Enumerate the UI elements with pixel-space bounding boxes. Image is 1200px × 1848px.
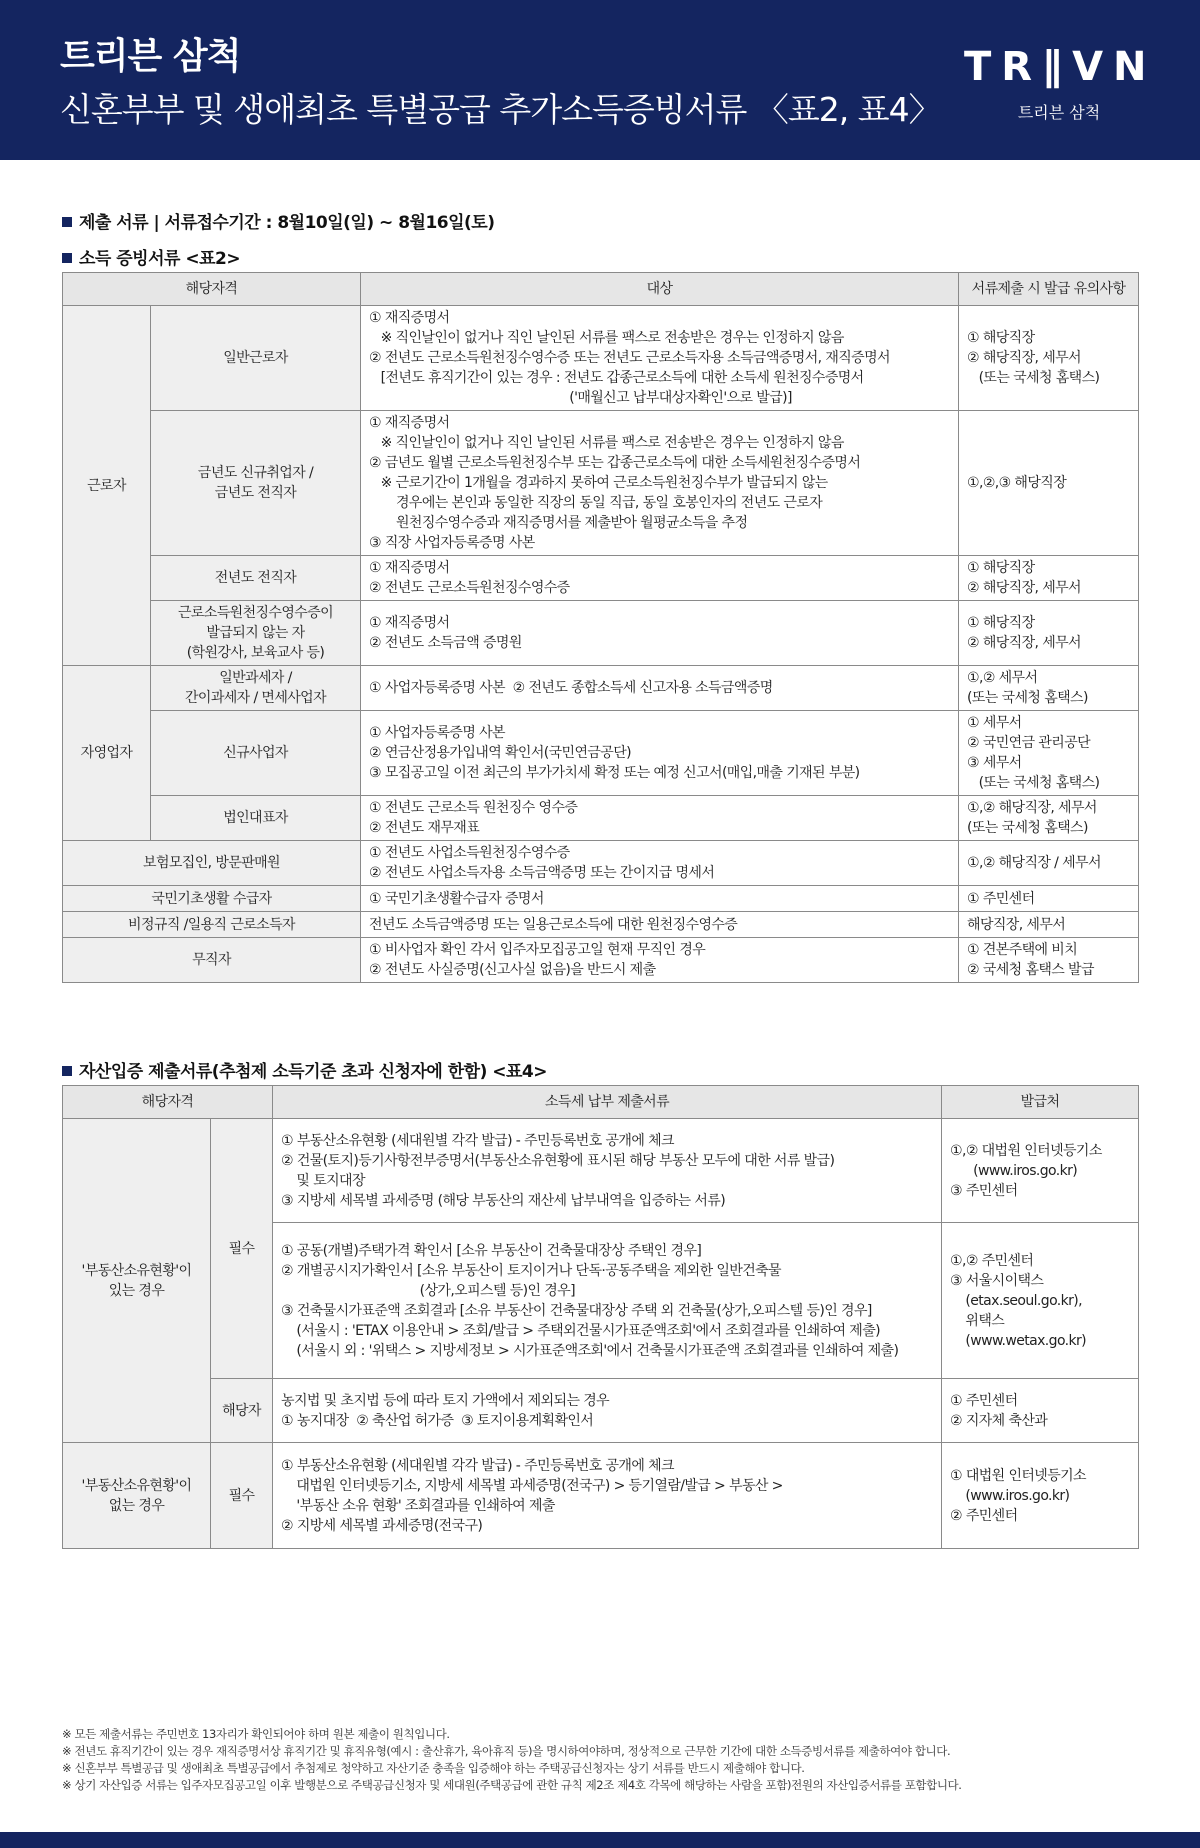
square-bullet-icon [62, 217, 72, 227]
group-with-property [63, 1119, 211, 1443]
cell-line: (또는 국세청 홈택스) [967, 775, 1100, 791]
col-header-issuer: 발급처 [942, 1086, 1139, 1119]
cell-line: [전년도 휴직기간이 있는 경우 : 전년도 갑종근로소득에 대한 소득세 원천징수증명서 [369, 370, 864, 386]
section-income-docs [62, 244, 240, 269]
footnote: ※ 상기 자산입증 서류는 입주자모집공고일 이후 발행분으로 주택공급신청자 및 세대원(주택공급에 관한 규칙 제2조 제4호 각목에 해당하는 사람을 포함)전원의 자산입증서류를 포함합니다. [62, 1778, 962, 1792]
qualification-label [151, 711, 361, 796]
cell-line: ③ 모집공고일 이전 최근의 부가가치세 확정 또는 예정 신고서(매입,매출 기재된 부분) [369, 765, 860, 781]
table-row [63, 556, 1139, 601]
cell-line: ① 비사업자 확인 각서 입주자모집공고일 현재 무직인 경우 [369, 942, 706, 958]
footnote: ※ 모든 제출서류는 주민번호 13자리가 확인되어야 하며 원본 제출이 원칙입니다. [62, 1727, 450, 1741]
qualification-label [63, 841, 361, 886]
table-row [63, 912, 1139, 938]
cell-line: 국민기초생활 수급자 [151, 890, 272, 907]
qualification-label [151, 306, 361, 411]
cell-line: ①,② 해당직장 / 세무서 [967, 855, 1101, 871]
issuer [942, 1223, 1139, 1379]
cell-line: ('매월신고 납부대상자확인'으로 발급)] [369, 390, 792, 406]
qualification-label [151, 601, 361, 666]
cell-line: ② 전년도 근로소득원천징수영수증 또는 전년도 근로소득자용 소득금액증명서, 재직증명서 [369, 350, 890, 366]
cell-line: 필수 [228, 1240, 255, 1257]
cell-line: ※ 근로기간이 1개월을 경과하지 못하여 근로소득원천징수부가 발급되지 않는 [369, 475, 828, 491]
group-worker [63, 306, 151, 666]
cell-line: 근로소득원천징수영수증이 [177, 605, 334, 621]
col-header-target: 대상 [361, 273, 959, 306]
cell-line: '부동산소유현황'이 [81, 1477, 192, 1494]
requirement-label [211, 1119, 273, 1379]
cell-line: 근로자 [87, 477, 126, 494]
qualification-label [63, 886, 361, 912]
cell-line: ① 사업자등록증명 사본 [369, 725, 505, 741]
cell-line: 금년도 전직자 [214, 485, 297, 501]
cell-line: ② 해당직장, 세무서 [967, 350, 1081, 366]
cell-line: ③ 주민센터 [950, 1182, 1018, 1199]
table-row [63, 938, 1139, 983]
qualification-label [151, 556, 361, 601]
cell-line: ①,② 대법원 인터넷등기소 [950, 1142, 1102, 1159]
cell-line: ② 해당직장, 세무서 [967, 580, 1081, 596]
table-row [63, 711, 1139, 796]
cell-line: ② 전년도 소득금액 증명원 [369, 635, 522, 651]
header-banner [0, 0, 1200, 160]
cell-line: (etax.seoul.go.kr), [950, 1292, 1083, 1309]
table-row [63, 841, 1139, 886]
required-docs [273, 1119, 942, 1223]
page-title: 트리븐 삼척 [60, 36, 241, 77]
cell-line: (또는 국세청 홈택스) [967, 820, 1088, 836]
cell-line: 간이과세자 / 면세사업자 [184, 690, 327, 706]
target-docs [361, 841, 959, 886]
table-row [63, 796, 1139, 841]
cell-line: ① 주민센터 [967, 890, 1035, 907]
section-heading: 자산입증 제출서류(추첨제 소득기준 초과 신청자에 한함) <표4> [79, 1062, 547, 1082]
cell-line: (www.iros.go.kr) [950, 1487, 1070, 1504]
cell-line: ② 국민연금 관리공단 [967, 735, 1091, 751]
cell-line: 대법원 인터넷등기소, 지방세 세목별 과세증명(전국구) > 등기열람/발급 > 부동산 > [281, 1477, 783, 1494]
section-submission-period [62, 208, 494, 233]
cell-line: 자영업자 [80, 745, 133, 761]
col-header-documents: 소득세 납부 제출서류 [273, 1086, 942, 1119]
target-docs [361, 556, 959, 601]
cell-line: ② 전년도 재무재표 [369, 820, 480, 836]
issuer [942, 1379, 1139, 1443]
cell-line: 전년도 소득금액증명 또는 일용근로소득에 대한 원천징수영수증 [369, 916, 738, 933]
cell-line: ※ 직인날인이 없거나 직인 날인된 서류를 팩스로 전송받은 경우는 인정하지 않음 [369, 330, 844, 346]
issuer [942, 1443, 1139, 1549]
qualification-label [63, 938, 361, 983]
issuance-notes [959, 938, 1139, 983]
cell-line: 및 토지대장 [281, 1172, 365, 1189]
cell-line: ① 재직증명서 [369, 615, 450, 631]
cell-line: 법인대표자 [223, 810, 288, 826]
cell-line: ① 부동산소유현황 (세대원별 각각 발급) - 주민등록번호 공개에 체크 [281, 1132, 674, 1149]
cell-line: '부동산 소유 현황' 조회결과를 인쇄하여 제출 [281, 1497, 555, 1514]
issuance-notes [959, 912, 1139, 938]
cell-line: ② 국세청 홈택스 발급 [967, 962, 1094, 978]
col-header-qualification: 해당자격 [63, 273, 361, 306]
group-self-employed [63, 666, 151, 841]
cell-line: 전년도 전직자 [214, 570, 297, 586]
required-docs [273, 1379, 942, 1443]
cell-line: (www.wetax.go.kr) [950, 1332, 1087, 1349]
cell-line: ② 금년도 월별 근로소득원천징수부 또는 갑종근로소득에 대한 소득세원천징수증명서 [369, 455, 861, 471]
issuance-notes [959, 886, 1139, 912]
cell-line: ③ 직장 사업자등록증명 사본 [369, 535, 535, 551]
col-header-notes: 서류제출 시 발급 유의사항 [959, 273, 1139, 306]
cell-line: ③ 세무서 [967, 755, 1022, 771]
cell-line: (www.iros.go.kr) [950, 1162, 1078, 1179]
table-row [63, 1443, 1139, 1549]
cell-line: ② 전년도 사실증명(신고사실 없음)을 반드시 제출 [369, 962, 656, 978]
cell-line: ① 국민기초생활수급자 증명서 [369, 890, 544, 907]
cell-line: ① 사업자등록증명 사본 ② 전년도 종합소득세 신고자용 소득금액증명 [369, 680, 773, 696]
cell-line: ① 해당직장 [967, 560, 1035, 576]
cell-line: ③ 건축물시가표준액 조회결과 [소유 부동산이 건축물대장상 주택 외 건축물(상가,오피스텔 등)인 경우] [281, 1302, 872, 1319]
cell-line: ② 전년도 사업소득자용 소득금액증명 또는 간이지급 명세서 [369, 865, 715, 881]
cell-line: 없는 경우 [108, 1497, 165, 1514]
cell-line: ① 농지대장 ② 축산업 허가증 ③ 토지이용계획확인서 [281, 1412, 594, 1429]
cell-line: ② 개별공시지가확인서 [소유 부동산이 토지이거나 단독·공동주택을 제외한 일반건축물 [281, 1262, 781, 1279]
qualification-label [63, 912, 361, 938]
cell-line: ① 세무서 [967, 715, 1022, 731]
cell-line: 위택스 [950, 1312, 1005, 1329]
cell-line: ① 견본주택에 비치 [967, 942, 1078, 958]
target-docs [361, 886, 959, 912]
cell-line: (서울시 : 'ETAX 이용안내 > 조회/발급 > 주택외건물시가표준액조회'에서 조회결과를 인쇄하여 제출) [281, 1322, 880, 1339]
cell-line: ① 공동(개별)주택가격 확인서 [소유 부동산이 건축물대장상 주택인 경우] [281, 1242, 702, 1259]
cell-line: 있는 경우 [108, 1282, 165, 1299]
cell-line: 신규사업자 [223, 745, 288, 761]
logo-wordmark: TR∥VN [964, 44, 1157, 90]
cell-line: 농지법 및 초지법 등에 따라 토지 가액에서 제외되는 경우 [281, 1392, 610, 1409]
cell-line: 일반근로자 [223, 350, 288, 366]
cell-line: (서울시 외 : '위택스 > 지방세정보 > 시가표준액조회'에서 건축물시가표준액 조회결과를 인쇄하여 제출) [281, 1342, 899, 1359]
target-docs [361, 711, 959, 796]
cell-line: ① 대법원 인터넷등기소 [950, 1467, 1086, 1484]
cell-line: ① 재직증명서 [369, 310, 450, 326]
table-row [63, 1119, 1139, 1223]
issuance-notes [959, 411, 1139, 556]
issuance-notes [959, 306, 1139, 411]
cell-line: ① 주민센터 [950, 1392, 1018, 1409]
requirement-label [211, 1379, 273, 1443]
cell-line: ② 건물(토지)등기사항전부증명서(부동산소유현황에 표시된 해당 부동산 모두에 대한 서류 발급) [281, 1152, 835, 1169]
table-row [63, 886, 1139, 912]
section-heading: 제출 서류 | 서류접수기간 : 8월10일(일) ~ 8월16일(토) [79, 213, 495, 233]
cell-line: 비정규직 /일용직 근로소득자 [128, 916, 295, 933]
issuance-notes [959, 841, 1139, 886]
cell-line: ① 해당직장 [967, 330, 1035, 346]
issuance-notes [959, 601, 1139, 666]
cell-line: 원천징수영수증과 재직증명서를 제출받아 월평균소득을 추정 [369, 515, 748, 531]
footnote: ※ 전년도 휴직기간이 있는 경우 재직증명서상 휴직기간 및 휴직유형(예시 : 출산휴가, 육아휴직 등)을 명시하여야하며, 정상적으로 근무한 기간에 대한 소득증빙서류를 제출하여야 합니다. [62, 1744, 951, 1758]
cell-line: 해당직장, 세무서 [967, 916, 1066, 933]
income-docs-table [62, 272, 1139, 983]
square-bullet-icon [62, 253, 72, 263]
required-docs [273, 1223, 942, 1379]
cell-line: (상가,오피스텔 등)인 경우] [281, 1282, 575, 1299]
cell-line: 무직자 [192, 952, 231, 968]
required-docs [273, 1443, 942, 1549]
square-bullet-icon [62, 1066, 72, 1076]
issuance-notes [959, 556, 1139, 601]
cell-line: 필수 [228, 1487, 255, 1504]
footnotes [62, 1726, 962, 1794]
qualification-label [151, 796, 361, 841]
target-docs [361, 411, 959, 556]
cell-line: ② 지방세 세목별 과세증명(전국구) [281, 1517, 483, 1534]
table-row [63, 411, 1139, 556]
page-subtitle: 신혼부부 및 생애최초 특별공급 추가소득증빙서류 〈표2, 표4〉 [60, 90, 941, 129]
cell-line: ② 해당직장, 세무서 [967, 635, 1081, 651]
section-heading: 소득 증빙서류 <표2> [79, 249, 241, 269]
cell-line: ① 재직증명서 [369, 415, 450, 431]
cell-line: ① 부동산소유현황 (세대원별 각각 발급) - 주민등록번호 공개에 체크 [281, 1457, 674, 1474]
cell-line: 해당자 [222, 1402, 261, 1419]
target-docs [361, 601, 959, 666]
cell-line: ①,② 세무서 [967, 670, 1038, 686]
qualification-label [151, 666, 361, 711]
issuance-notes [959, 666, 1139, 711]
cell-line: '부동산소유현황'이 [81, 1262, 192, 1279]
cell-line: ② 전년도 근로소득원천징수영수증 [369, 580, 570, 596]
cell-line: 일반과세자 / [219, 670, 292, 686]
cell-line: ② 주민센터 [950, 1507, 1018, 1524]
issuance-notes [959, 796, 1139, 841]
target-docs [361, 938, 959, 983]
cell-line: 보험모집인, 방문판매원 [143, 855, 280, 871]
cell-line: ② 연금산정용가입내역 확인서(국민연금공단) [369, 745, 632, 761]
cell-line: (또는 국세청 홈택스) [967, 690, 1088, 706]
cell-line: ③ 지방세 세목별 과세증명 (해당 부동산의 재산세 납부내역을 입증하는 서류) [281, 1192, 726, 1209]
brand-logo [964, 44, 1157, 123]
cell-line: (또는 국세청 홈택스) [967, 370, 1100, 386]
cell-line: ※ 직인날인이 없거나 직인 날인된 서류를 팩스로 전송받은 경우는 인정하지 않음 [369, 435, 844, 451]
target-docs [361, 666, 959, 711]
cell-line: 경우에는 본인과 동일한 직장의 동일 직급, 동일 호봉인자의 전년도 근로자 [369, 495, 823, 511]
logo-subtext: 트리븐 삼척 [1017, 103, 1101, 122]
target-docs [361, 796, 959, 841]
issuer [942, 1119, 1139, 1223]
asset-docs-table [62, 1085, 1139, 1549]
group-without-property [63, 1443, 211, 1549]
section-asset-docs [62, 1057, 547, 1082]
cell-line: ② 지자체 축산과 [950, 1412, 1048, 1429]
cell-line: ③ 서울시이택스 [950, 1272, 1044, 1289]
cell-line: ①,② 주민센터 [950, 1252, 1034, 1269]
requirement-label [211, 1443, 273, 1549]
cell-line: (학원강사, 보육교사 등) [186, 645, 325, 661]
cell-line: ① 해당직장 [967, 615, 1035, 631]
target-docs [361, 912, 959, 938]
cell-line: 금년도 신규취업자 / [197, 465, 314, 481]
cell-line: 발급되지 않는 자 [206, 625, 305, 641]
issuance-notes [959, 711, 1139, 796]
cell-line: ① 재직증명서 [369, 560, 450, 576]
table-row [63, 306, 1139, 411]
footnote: ※ 신혼부부 특별공급 및 생애최초 특별공급에서 추첨제로 청약하고 자산기준 충족을 입증해야 하는 주택공급신청자는 상기 서류를 반드시 제출해야 합니다. [62, 1761, 805, 1775]
qualification-label [151, 411, 361, 556]
table-row [63, 1379, 1139, 1443]
table-row [63, 666, 1139, 711]
target-docs [361, 306, 959, 411]
cell-line: ①,② 해당직장, 세무서 [967, 800, 1097, 816]
cell-line: ①,②,③ 해당직장 [967, 475, 1067, 491]
cell-line: ① 전년도 근로소득 원천징수 영수증 [369, 800, 578, 816]
table-row [63, 601, 1139, 666]
cell-line: ① 전년도 사업소득원천징수영수증 [369, 845, 570, 861]
bottom-bar [0, 1832, 1200, 1848]
col-header-qualification: 해당자격 [63, 1086, 273, 1119]
